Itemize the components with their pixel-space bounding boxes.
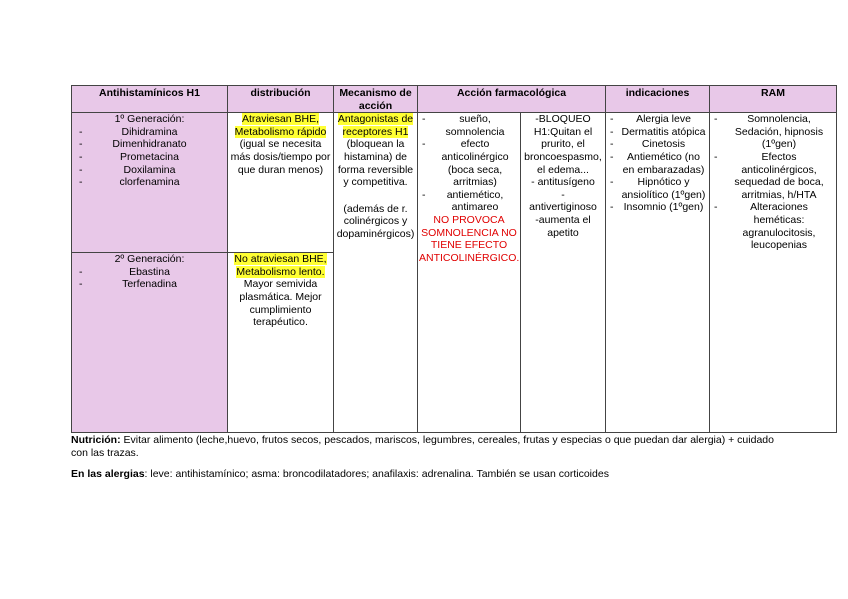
list-item: - antiemético, antimareo bbox=[422, 188, 504, 214]
list-item: - Somnolencia, Sedación, hipnosis (1ºgen) bbox=[714, 113, 824, 151]
ram-cell bbox=[710, 113, 837, 433]
gen2-cell bbox=[72, 253, 228, 433]
gen1-list bbox=[73, 126, 226, 189]
distribucion-gen2-text: Mayor semivida plasmática. Mejor cumplimiento terapéutico. bbox=[239, 278, 322, 329]
mecanismo-cell bbox=[334, 113, 418, 433]
list-item: - Ebastina bbox=[73, 266, 226, 279]
list-item: - Dermatitis atópica bbox=[610, 125, 706, 138]
accion-cell-a bbox=[418, 113, 521, 433]
mecanismo-highlight: Antagonistas de receptores H1 bbox=[337, 113, 414, 138]
accion-line: - bbox=[561, 188, 565, 201]
list-item: - Prometacina bbox=[73, 151, 226, 164]
accion-red-note: NO PROVOCA SOMNOLENCIA NO TIENE EFECTO ANTICOLINÉRGICO. bbox=[419, 213, 520, 264]
nutricion-label: Nutrición: bbox=[71, 434, 121, 446]
header-mecanismo: Mecanismo de acción bbox=[334, 86, 418, 113]
antihistamine-table bbox=[71, 85, 837, 433]
gen2-title: 2º Generación: bbox=[114, 253, 185, 266]
list-item: - efecto anticolinérgico (boca seca, arritmias) bbox=[422, 138, 509, 189]
list-item: - Alergia leve bbox=[610, 113, 691, 126]
alergias-text: : leve: antihistamínico; asma: broncodilatadores; anafilaxis: adrenalina. También se usan corticoides bbox=[144, 468, 609, 480]
accion-line: - antitusígeno bbox=[531, 176, 595, 189]
mecanismo-text-2: (además de r. colinérgicos y dopaminérgicos) bbox=[336, 202, 415, 240]
list-item: - Antiemético (no en embarazadas) bbox=[610, 150, 705, 176]
header-accion: Acción farmacológica bbox=[418, 86, 606, 113]
list-item: - Insomnio (1ºgen) bbox=[610, 201, 704, 214]
list-item: - sueño, somnolencia bbox=[422, 113, 505, 138]
indicaciones-cell bbox=[606, 113, 710, 433]
mecanismo-text: (bloquean la histamina) de forma reversible y competitiva. bbox=[337, 138, 414, 189]
nutricion-text: Evitar alimento (leche,huevo, frutos secos, pescados, mariscos, legumbres, cereales, frutas y especias o que puedan dar alergia) + cuidado con las trazas. bbox=[71, 434, 774, 459]
gen1-title: 1º Generación: bbox=[114, 113, 185, 126]
distribucion-gen1-highlight: Atraviesan BHE, Metabolismo rápido bbox=[234, 113, 327, 138]
header-distribucion: distribución bbox=[228, 86, 334, 113]
distribucion-gen2-highlight: No atraviesan BHE, Metabolismo lento. bbox=[234, 253, 327, 278]
list-item: - Doxilamina bbox=[73, 164, 226, 177]
list-item: - Efectos anticolinérgicos, sequedad de boca, arritmias, h/HTA bbox=[714, 150, 824, 201]
alergias-label: En las alergias bbox=[71, 468, 145, 480]
notes-section bbox=[71, 434, 791, 489]
header-indicaciones: indicaciones bbox=[606, 86, 710, 113]
accion-line: antivertiginoso bbox=[529, 201, 597, 214]
list-item: - Dimenhidranato bbox=[73, 138, 226, 151]
accion-cell-b bbox=[521, 113, 606, 433]
distribucion-gen1-text: (igual se necesita más dosis/tiempo por que duran menos) bbox=[230, 138, 331, 176]
distribucion-gen1-cell bbox=[228, 113, 334, 253]
header-antihistaminicos: Antihistamínicos H1 bbox=[72, 86, 228, 113]
accion-line: -aumenta el apetito bbox=[535, 213, 591, 239]
accion-line: -BLOQUEO H1:Quitan el prurito, el broncoespasmo, el edema... bbox=[524, 113, 602, 176]
distribucion-gen2-cell bbox=[228, 253, 334, 433]
list-item: - Terfenadina bbox=[73, 278, 226, 291]
alergias-note bbox=[71, 468, 791, 481]
nutricion-note bbox=[71, 434, 791, 460]
list-item: - Cinetosis bbox=[610, 138, 686, 151]
gen2-list bbox=[73, 266, 226, 291]
list-item: - Alteraciones heméticas: agranulocitosis, leucopenias bbox=[714, 201, 816, 252]
list-item: - Dihidramina bbox=[73, 126, 226, 139]
header-ram: RAM bbox=[710, 86, 837, 113]
gen1-cell bbox=[72, 113, 228, 253]
list-item: - Hipnótico y ansiolítico (1ºgen) bbox=[610, 176, 706, 201]
list-item: - clorfenamina bbox=[73, 176, 226, 189]
